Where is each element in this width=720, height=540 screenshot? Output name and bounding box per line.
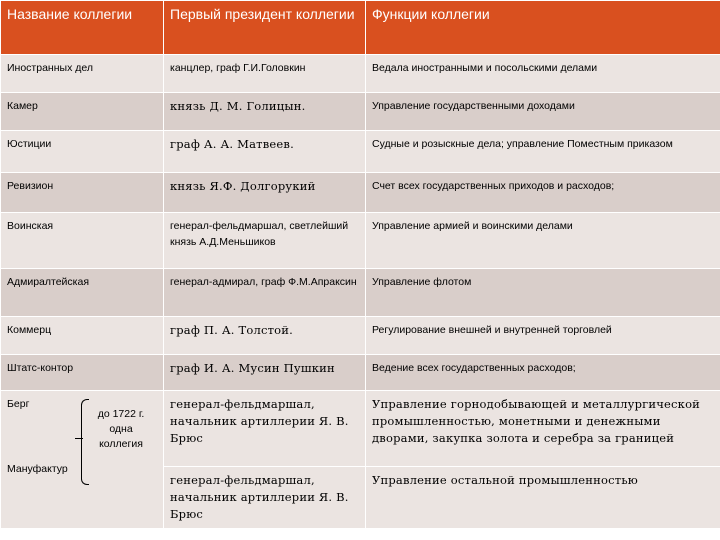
row-president: граф П. А. Толстой. [164,317,366,355]
row-president: генерал-фельдмаршал, светлейший князь А.Д.Меньшиков [164,213,366,269]
table-row [1,213,720,269]
row-president: генерал-адмирал, граф Ф.М.Апраксин [164,269,366,317]
row-president: князь Д. М. Голицын. [164,93,366,131]
row-president: граф А. А. Матвеев. [164,131,366,173]
row-president: канцлер, граф Г.И.Головкин [164,55,366,93]
row-name: Юстиции [1,131,164,173]
row-name: Ревизион [1,173,164,213]
row-functions: Управление горнодобывающей и металлургической промышленностью, монетными и денежными дворами, закупка золота и серебра за границей [366,391,720,467]
row-name: Иностранных дел [1,55,164,93]
header-president: Первый президент коллегии [164,1,366,55]
row-functions: Управление армией и воинскими делами [366,213,720,269]
merge-note: до 1722 г. одна коллегия [97,408,145,450]
merged-name-cell [1,391,164,529]
table-row [1,355,720,391]
row-name: Коммерц [1,317,164,355]
header-name: Название коллегии [1,1,164,55]
table-row [1,93,720,131]
table-row [1,317,720,355]
row-name: Воинская [1,213,164,269]
row-president: генерал-фельдмаршал, начальник артиллерии Я. В. Брюс [164,467,366,529]
row-name: Адмиралтейская [1,269,164,317]
row-functions: Судные и розыскные дела; управление Поместным приказом [366,131,720,173]
header-row [1,1,720,55]
row-name: Штатс-контор [1,355,164,391]
bracket-tick [75,438,83,439]
table-row [1,131,720,173]
table-row [1,391,720,467]
header-functions: Функции коллегии [366,1,720,55]
row-functions: Ведение всех государственных расходов; [366,355,720,391]
bracket-shape [81,399,89,485]
row-name: Мануфактур [7,463,68,475]
row-president: князь Я.Ф. Долгорукий [164,173,366,213]
row-name: Берг [7,398,30,410]
table-row [1,55,720,93]
row-president: граф И. А. Мусин Пушкин [164,355,366,391]
row-name: Камер [1,93,164,131]
row-functions: Счет всех государственных приходов и расходов; [366,173,720,213]
table-row [1,173,720,213]
row-president: генерал-фельдмаршал, начальник артиллерии Я. В. Брюс [164,391,366,467]
row-functions: Управление остальной промышленностью [366,467,720,529]
row-functions: Управление флотом [366,269,720,317]
row-functions: Управление государственными доходами [366,93,720,131]
table-row [1,269,720,317]
row-functions: Регулирование внешней и внутренней торговлей [366,317,720,355]
row-functions: Ведала иностранными и посольскими делами [366,55,720,93]
